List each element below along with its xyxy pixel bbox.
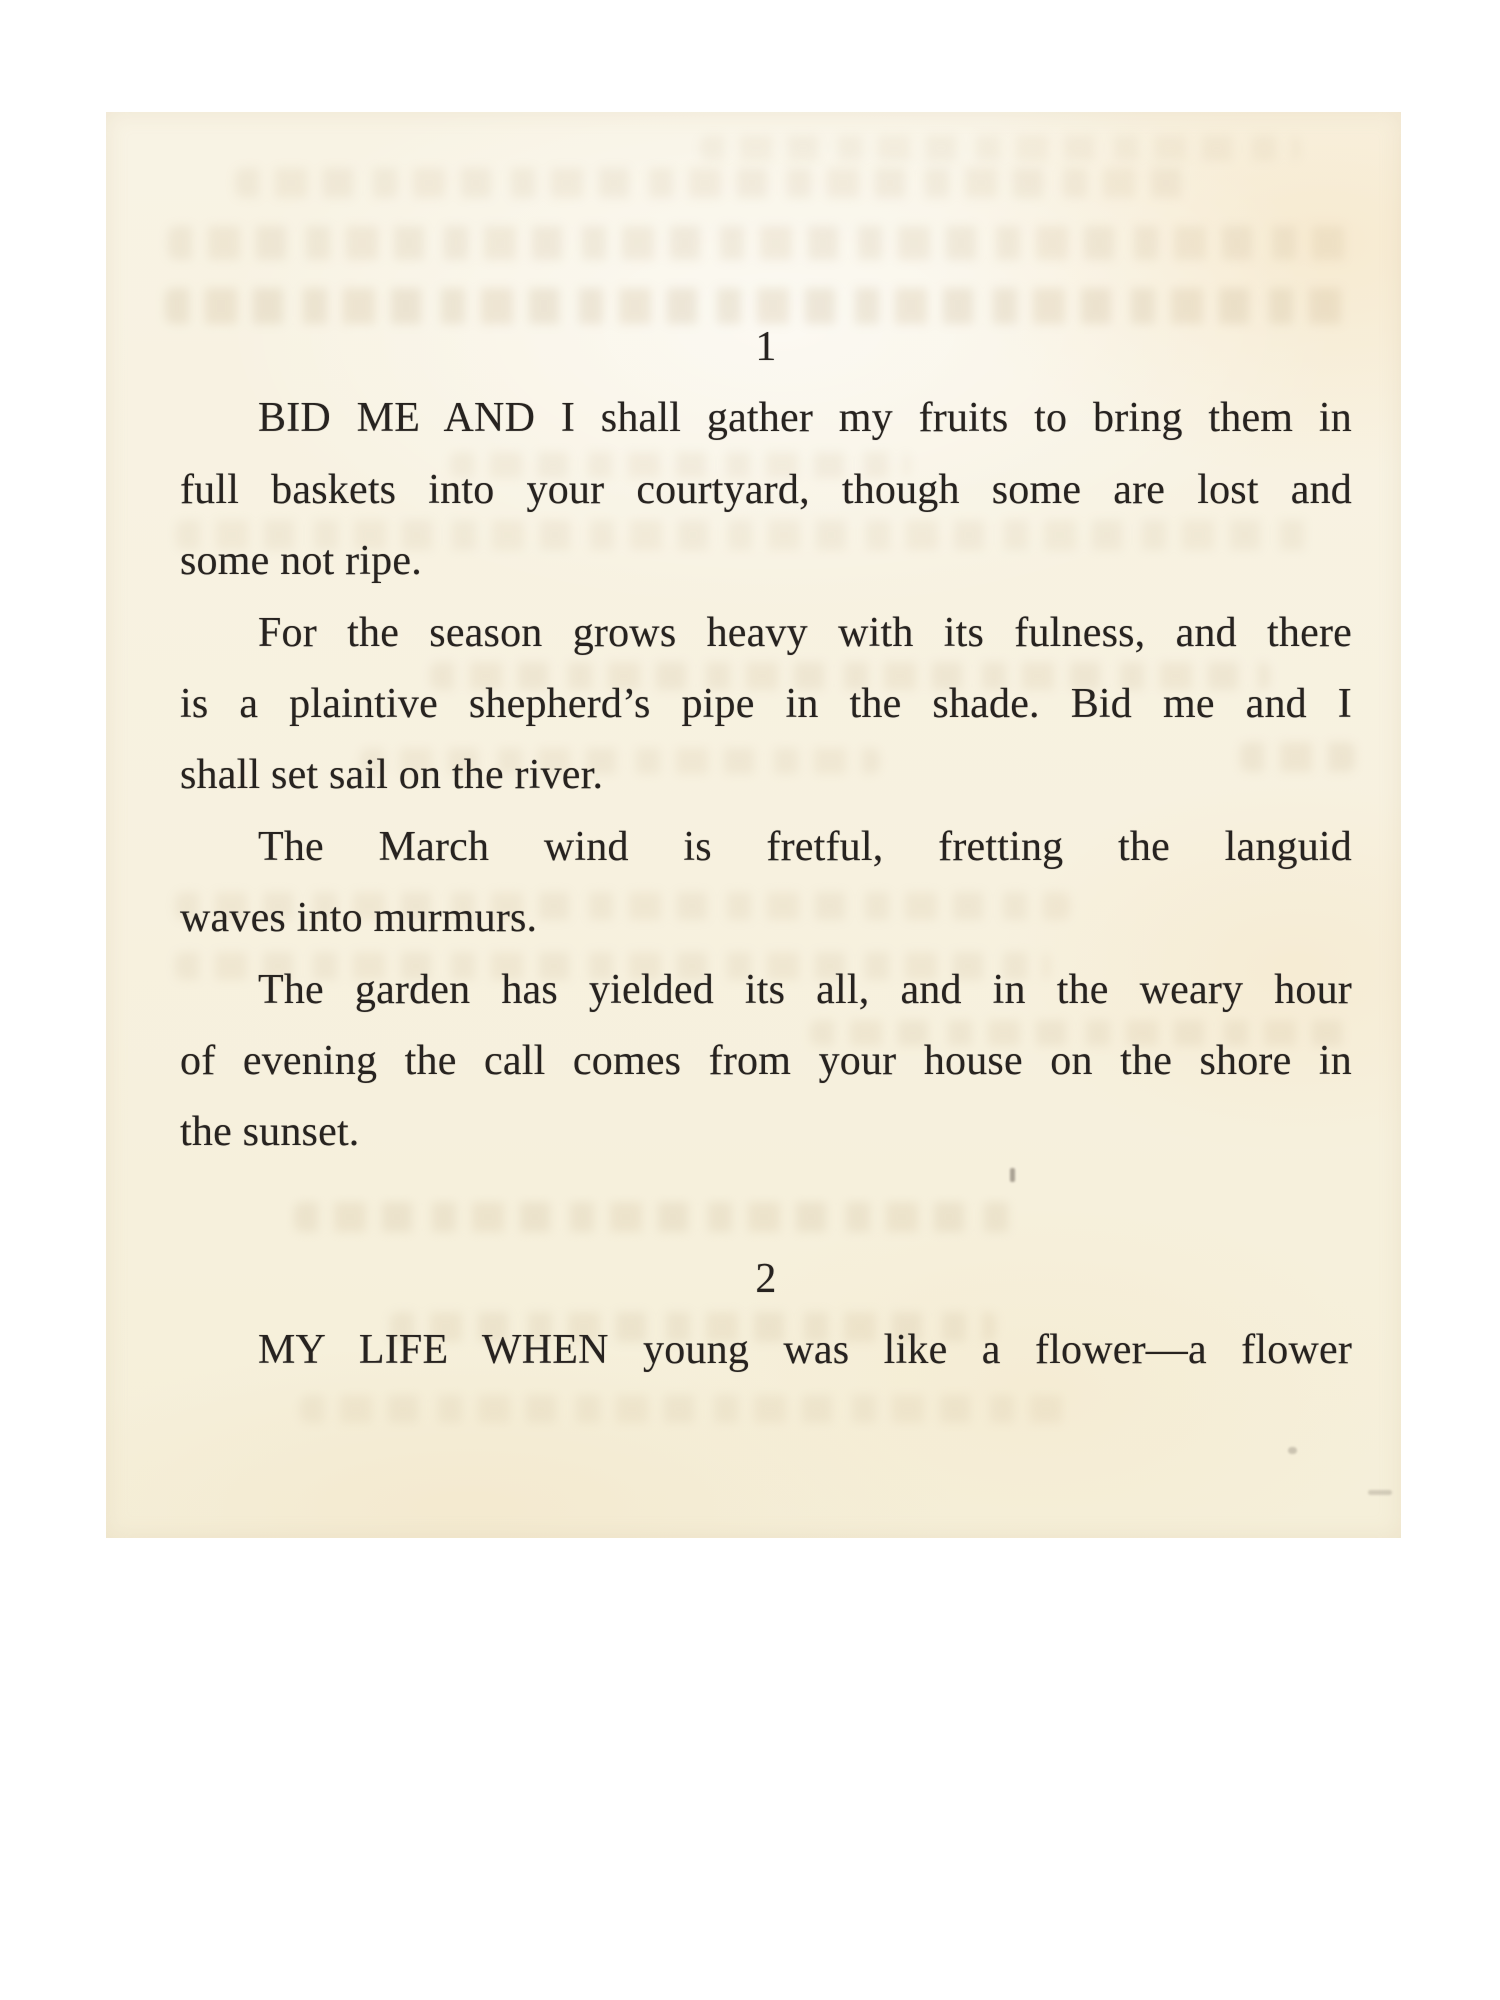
text-line: BID ME AND I shall gather my fruits to bring them in xyxy=(258,395,1352,442)
bleed-through-ghost-line xyxy=(168,226,1350,260)
section-number: 1 xyxy=(755,324,777,370)
text-line: the sunset. xyxy=(180,1109,360,1156)
section-gap xyxy=(180,1169,1352,1244)
text-block xyxy=(180,312,1352,1387)
text-line: is a plaintive shepherd’s pipe in the shade. Bid me and I xyxy=(180,681,1352,728)
text-line: of evening the call comes from your house on the shore in xyxy=(180,1038,1352,1085)
text-line: The March wind is fretful, fretting the languid xyxy=(258,823,1352,870)
text-line: The garden has yielded its all, and in the weary hour xyxy=(258,966,1352,1013)
bleed-through-ghost-line xyxy=(235,168,1190,198)
section-number: 2 xyxy=(755,1255,777,1302)
bleed-through-ghost-line xyxy=(700,135,1300,161)
text-line: MY LIFE WHEN young was like a flower—a flower xyxy=(258,1327,1352,1374)
text-line: shall set sail on the river. xyxy=(180,752,604,799)
text-line: some not ripe. xyxy=(180,538,422,585)
scan-speck xyxy=(1288,1447,1297,1454)
scan-speck xyxy=(1368,1490,1392,1495)
book-page xyxy=(106,112,1401,1538)
text-line: For the season grows heavy with its fulness, and there xyxy=(258,609,1352,656)
text-line: full baskets into your courtyard, though some are lost and xyxy=(180,466,1352,513)
bleed-through-ghost-line xyxy=(300,1395,1070,1423)
text-line: waves into murmurs. xyxy=(180,895,538,942)
